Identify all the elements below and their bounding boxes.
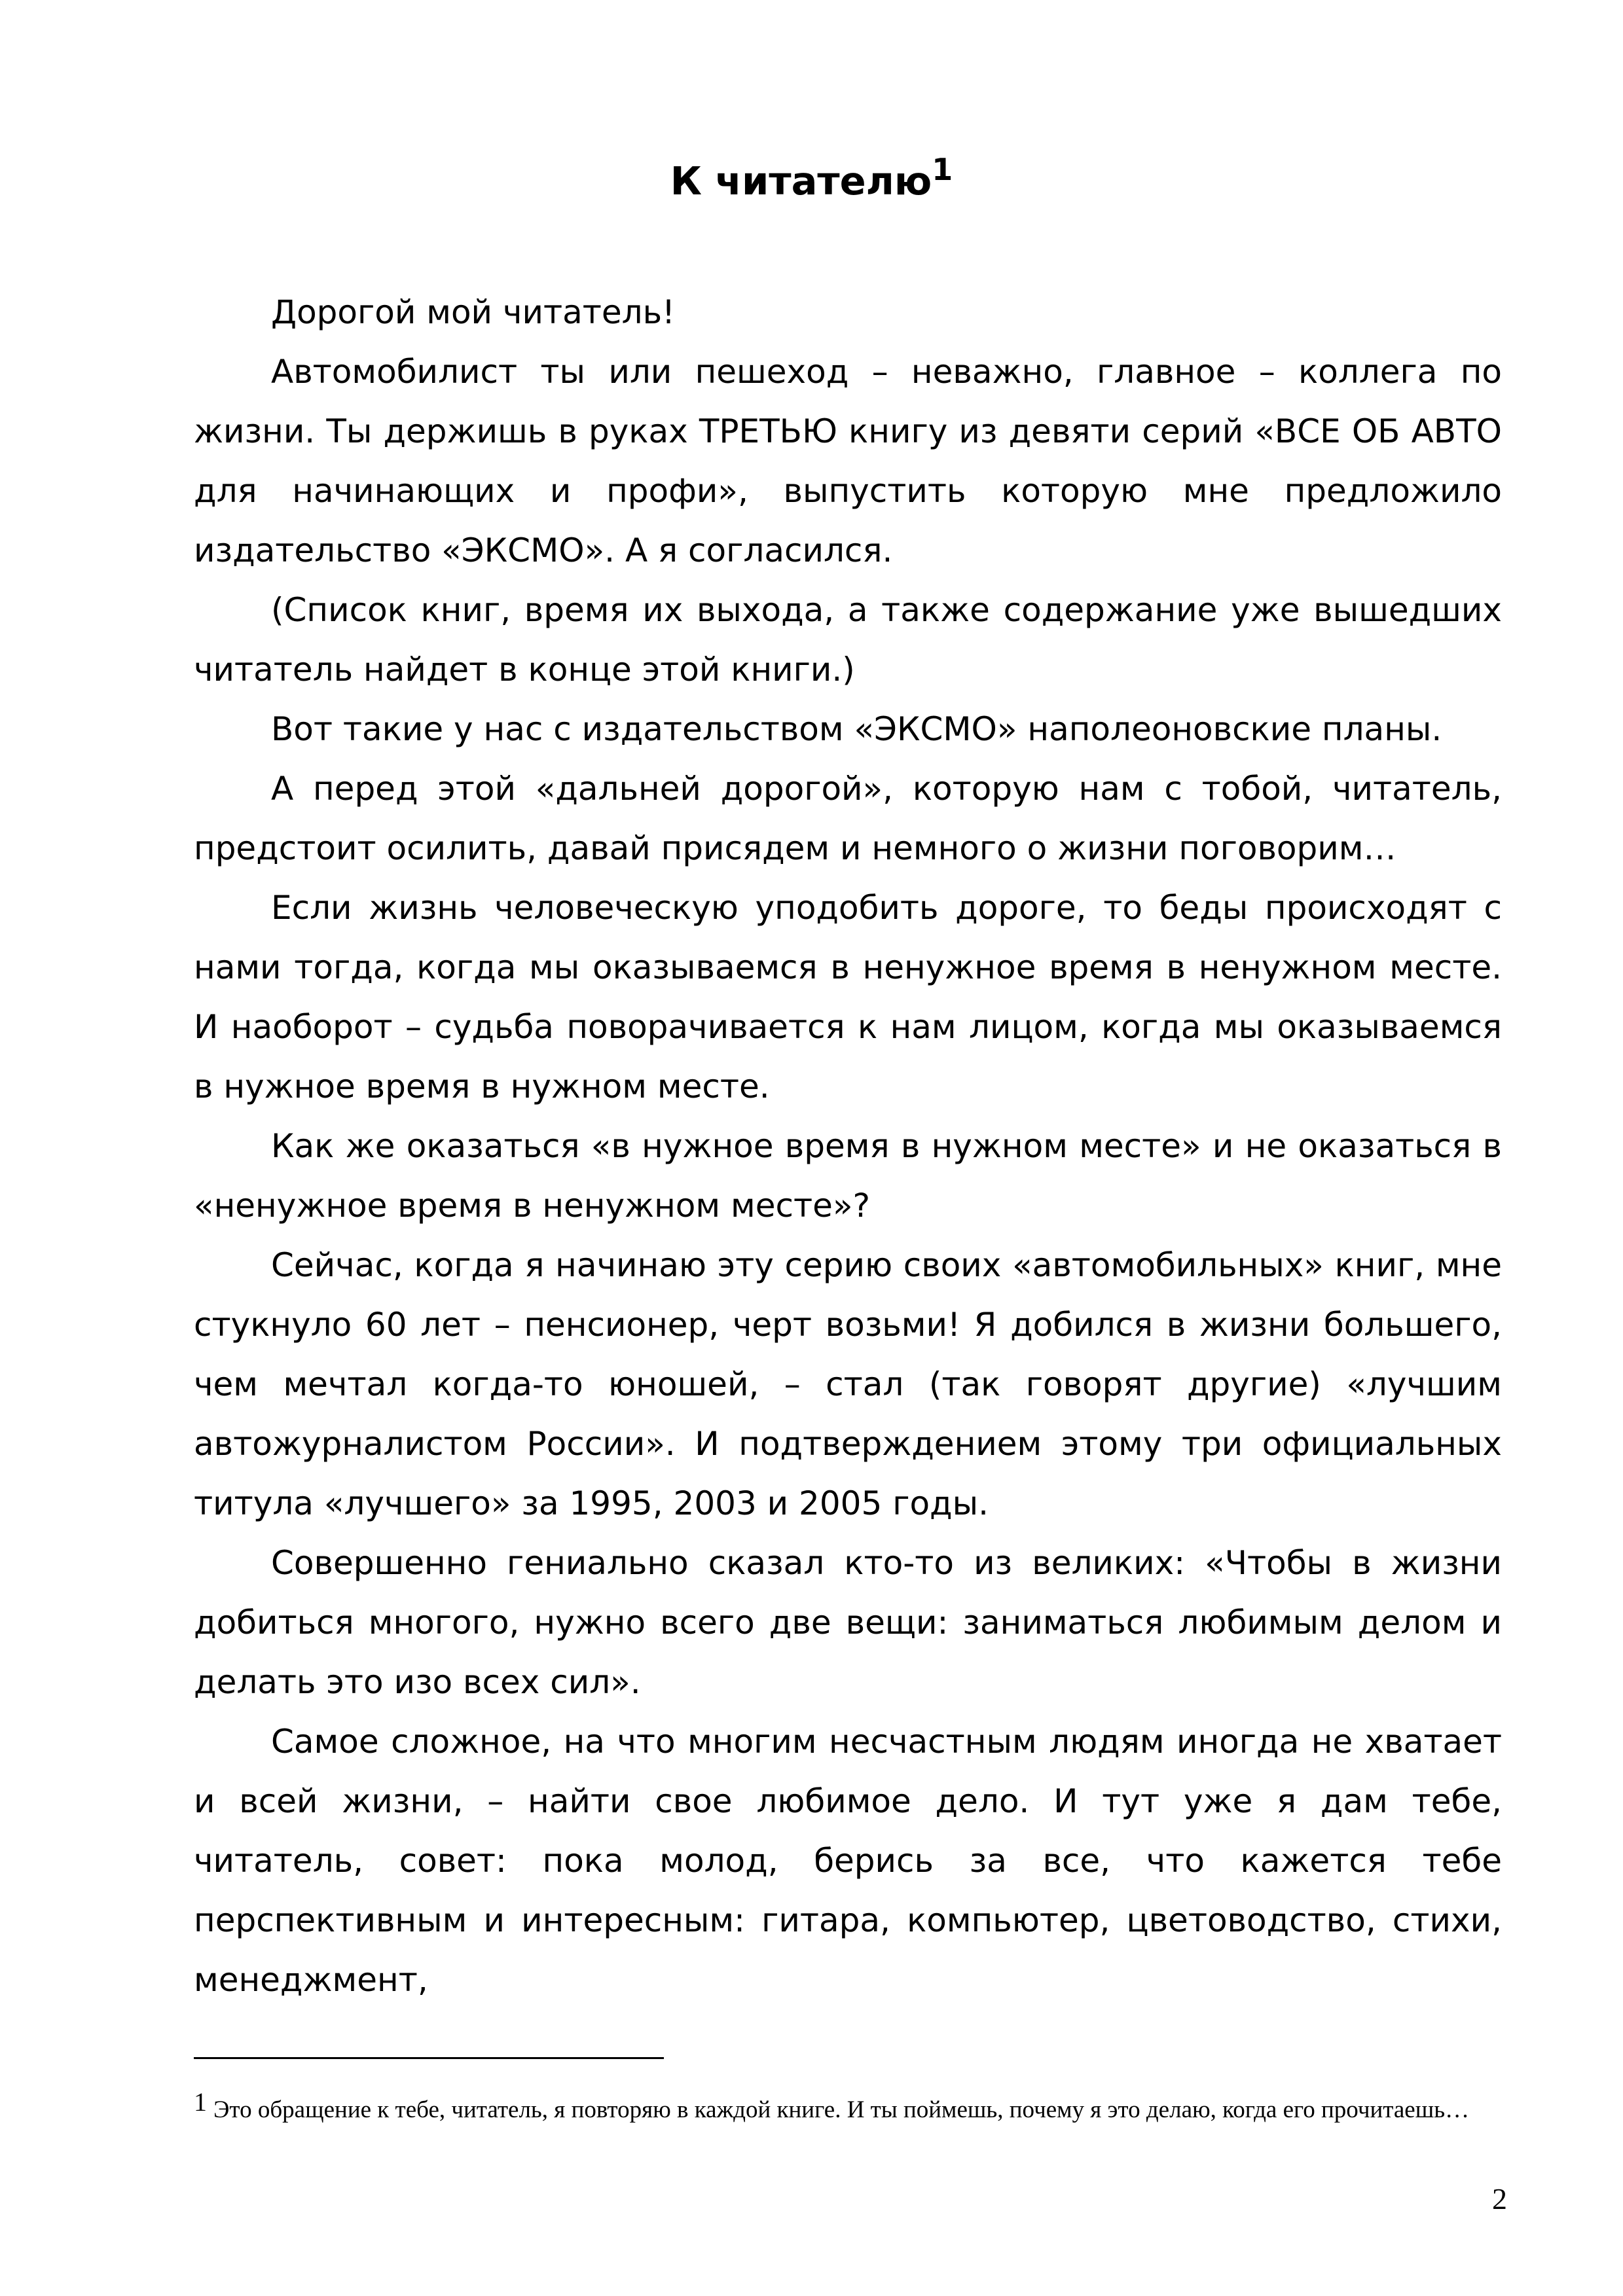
paragraph: Совершенно гениально сказал кто-то из великих: «Чтобы в жизни добиться многого, нужно всего две вещи: заниматься любимым делом и делать это изо всех сил». [194,1544,1502,1701]
body-text [194,283,1502,2010]
footnote-separator [194,2057,664,2059]
paragraph: Если жизнь человеческую уподобить дороге, то беды происходят с нами тогда, когда мы оказываемся в ненужное время в ненужном месте. И наоборот – судьба поворачивается к нам лицом, когда мы оказываемся в нужное время в нужном месте. [194,889,1502,1105]
footnote-text: Это обращение к тебе, читатель, я повторяю в каждой книге. И ты поймешь, почему я это делаю, когда его прочитаешь… [213,2096,1470,2123]
paragraph: Автомобилист ты или пешеход – неважно, главное – коллега по жизни. Ты держишь в руках ТРЕТЬЮ книгу из девяти серий «ВСЕ ОБ АВТО для начинающих и профи», выпустить которую мне предложило издательство «ЭКСМО». А я согласился. [194,353,1502,569]
paragraph: (Список книг, время их выхода, а также содержание уже вышедших читатель найдет в конце этой книги.) [194,591,1502,689]
paragraph: Вот такие у нас с издательством «ЭКСМО» наполеоновские планы. [271,710,1442,748]
footnote-mark: 1 [194,2087,207,2117]
paragraph: Сейчас, когда я начинаю эту серию своих «автомобильных» книг, мне стукнуло 60 лет – пенсионер, черт возьми! Я добился в жизни большего, чем мечтал когда-то юношей, – стал (так говорят другие) «лучшим автожурналистом России». И подтверждением этому три официальных титула «лучшего» за 1995, 2003 и 2005 годы. [194,1246,1502,1522]
footnote [194,2087,1502,2128]
page-title [0,152,1623,211]
paragraph: Самое сложное, на что многим несчастным людям иногда не хватает и всей жизни, – найти свое любимое дело. И тут уже я дам тебе, читатель, совет: пока молод, берись за все, что кажется тебе перспективным и интересным: гитара, компьютер, цветоводство, стихи, менеджмент, [194,1723,1502,1999]
footnote-reference: 1 [932,152,953,187]
paragraph: Дорогой мой читатель! [271,293,676,331]
page-title-text: К читателю [670,158,932,204]
page-number: 2 [1492,2182,1507,2215]
paragraph: Как же оказаться «в нужное время в нужном месте» и не оказаться в «ненужное время в ненужном месте»? [194,1127,1502,1225]
paragraph: А перед этой «дальней дорогой», которую нам с тобой, читатель, предстоит осилить, давай присядем и немного о жизни поговорим… [194,770,1502,867]
